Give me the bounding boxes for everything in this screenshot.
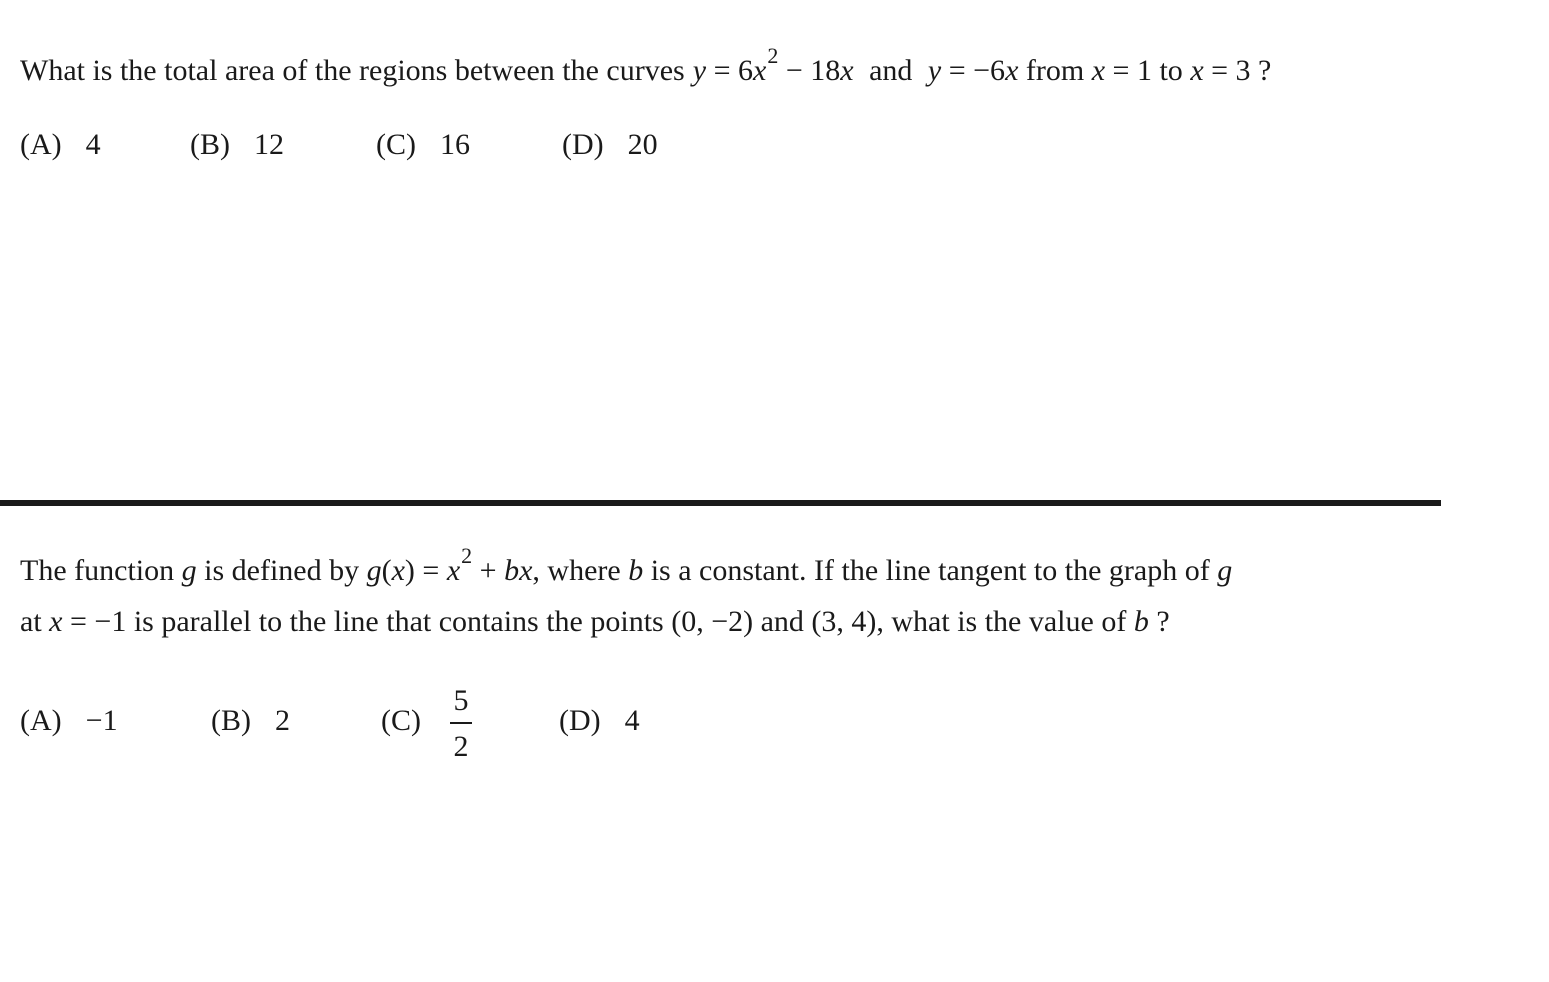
- q2-l1-g3: g: [1217, 554, 1233, 587]
- q2-l1-t4: is a constant. If the line tangent to the graph of: [650, 554, 1210, 587]
- q1-bound2-var: x: [1190, 54, 1204, 87]
- fraction-denominator: 2: [453, 729, 469, 763]
- q2-l1-g2: g: [366, 554, 382, 587]
- question-2-line-2: [20, 607, 1170, 637]
- q1-curve1-rest: − 18: [785, 54, 841, 87]
- q2-l2-t3: ?: [1156, 605, 1170, 638]
- choice-label: (C): [381, 704, 421, 737]
- question-1-text: [20, 43, 1272, 87]
- q2-choice-b[interactable]: [211, 706, 290, 736]
- q1-bound1-var: x: [1091, 54, 1106, 87]
- q1-curve1-eq: = 6: [713, 54, 753, 87]
- choice-label: (C): [376, 128, 416, 161]
- q2-l1-g1: g: [181, 554, 197, 587]
- q2-l1-paren-close: ) =: [404, 554, 447, 587]
- q1-curve2-var: x: [1005, 54, 1019, 87]
- q2-l1-x3: x: [519, 554, 533, 587]
- choice-value: 20: [627, 128, 658, 161]
- choice-value: −1: [85, 704, 118, 737]
- q2-choice-d[interactable]: [559, 706, 640, 736]
- q1-curve1-var: x: [752, 54, 767, 87]
- fraction-bar: [450, 722, 472, 724]
- choice-value: 4: [624, 704, 640, 737]
- choice-value: 12: [254, 128, 284, 161]
- choice-label: (B): [190, 128, 230, 161]
- q2-l1-paren-open: (: [381, 554, 392, 587]
- q1-curve2-eq: = −6: [948, 54, 1006, 87]
- q2-l1-x2: x: [446, 554, 461, 587]
- question-2-line-1: [20, 543, 1233, 587]
- q2-choice-c-fraction: [450, 686, 472, 762]
- question-divider: [0, 500, 1441, 506]
- q2-l1-t3: , where: [532, 554, 621, 587]
- q2-l2-t2: = −1 is parallel to the line that contains the points (0, −2) and (3, 4), what is the value of: [69, 605, 1127, 638]
- choice-value: 16: [440, 128, 470, 161]
- q2-choice-c[interactable]: [381, 706, 421, 736]
- q1-curve1-lhs: y: [692, 54, 707, 87]
- q1-from: from: [1025, 54, 1085, 87]
- choice-value: 4: [85, 128, 101, 161]
- q1-choice-a[interactable]: [20, 130, 101, 160]
- q2-l1-plus: +: [472, 554, 505, 587]
- q1-curve1-exponent: 2: [767, 43, 779, 68]
- q1-curve1-var2: x: [840, 54, 854, 87]
- choice-label: (B): [211, 704, 251, 737]
- q2-l2-b1: b: [1133, 605, 1149, 638]
- q1-choice-c[interactable]: [376, 130, 470, 160]
- q2-l1-b2: b: [628, 554, 644, 587]
- q2-l1-exponent: 2: [461, 543, 473, 568]
- choice-label: (A): [20, 704, 62, 737]
- choice-label: (D): [559, 704, 601, 737]
- q1-bound1-val: = 1: [1112, 54, 1152, 87]
- choice-label: (A): [20, 128, 62, 161]
- q2-l2-x1: x: [49, 605, 63, 638]
- q1-curve2-lhs: y: [927, 54, 942, 87]
- q1-choice-b[interactable]: [190, 130, 284, 160]
- q1-to: to: [1159, 54, 1183, 87]
- q1-bound2-val: = 3 ?: [1211, 54, 1272, 87]
- q1-text-intro: What is the total area of the regions between the curves: [20, 54, 685, 87]
- q2-choice-a[interactable]: [20, 706, 118, 736]
- q2-l1-t2: is defined by: [204, 554, 360, 587]
- q1-and: and: [869, 54, 913, 87]
- q2-l1-t1: The function: [20, 554, 175, 587]
- q2-l1-x1: x: [391, 554, 405, 587]
- fraction-numerator: 5: [453, 684, 469, 717]
- choice-label: (D): [562, 128, 604, 161]
- q1-choice-d[interactable]: [562, 130, 658, 160]
- q2-l1-b1: b: [504, 554, 520, 587]
- q2-l2-t1: at: [20, 605, 42, 638]
- choice-value: 2: [275, 704, 290, 737]
